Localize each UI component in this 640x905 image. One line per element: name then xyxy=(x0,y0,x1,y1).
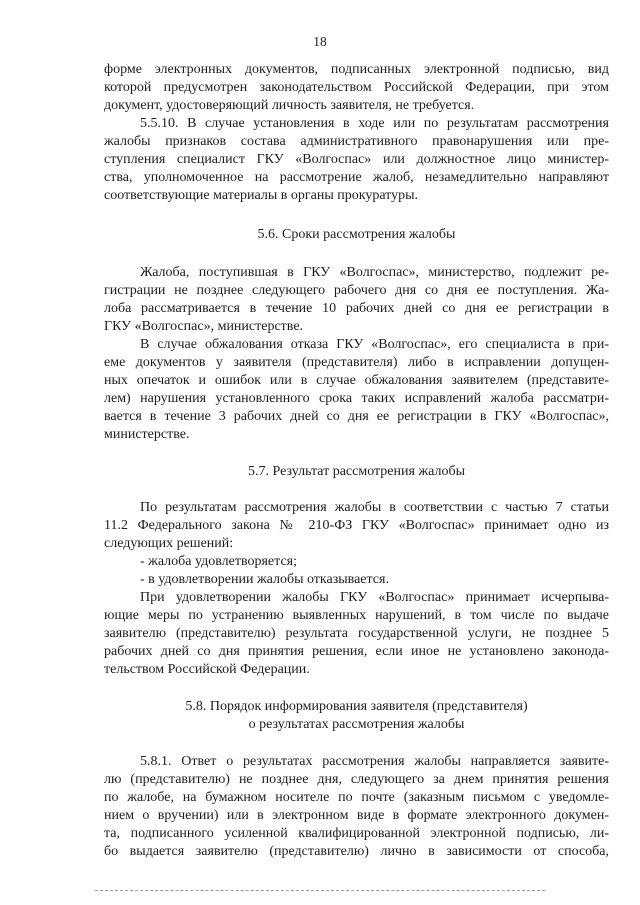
text-line: жалобы признаков состава административного правонарушения или пре- xyxy=(104,134,609,149)
page-content xyxy=(104,61,609,861)
paragraph-5-5-10 xyxy=(104,115,609,205)
text-line: ных опечаток и ошибок или в случае обжалования заявителем (представите- xyxy=(104,373,609,388)
section-heading-5-8-line-2: о результатах рассмотрения жалобы xyxy=(248,717,465,732)
text-line: документ, удостоверяющий личность заявителя, не требуется. xyxy=(104,98,475,113)
list-item: - в удовлетворении жалобы отказывается. xyxy=(140,572,389,587)
paragraph-satisfaction-measures xyxy=(104,589,609,679)
text-line: гистрации не позднее следующего рабочего дня со дня ее поступления. Жа- xyxy=(104,283,609,298)
text-line: ющие меры по устранению выявленных нарушений, в том числе по выдаче xyxy=(104,608,609,623)
text-line: 11.2 Федерального закона № 210-ФЗ ГКУ «Волгоспас» принимает одно из xyxy=(104,518,609,533)
text-line: 5.8.1. Ответ о результатах рассмотрения жалобы направляется заявите- xyxy=(140,754,609,769)
scan-edge-line xyxy=(95,890,545,891)
text-line: тельством Российской Федерации. xyxy=(104,662,310,677)
text-line: по жалобе, на бумажном носителе по почте (заказным письмом с уведомле- xyxy=(104,790,609,805)
text-line: Жалоба, поступившая в ГКУ «Волгоспас», министерство, подлежит ре- xyxy=(140,265,609,280)
text-line: еме документов у заявителя (представителя) либо в исправлении допущен- xyxy=(104,355,609,370)
text-line: нием о вручении) или в электронном виде в формате электронного докумен- xyxy=(104,808,609,823)
paragraph-5-8-1 xyxy=(104,753,609,861)
text-line: ступления специалист ГКУ «Волгоспас» или должностное лицо министер- xyxy=(104,152,609,167)
text-line: министерстве. xyxy=(104,427,190,442)
section-heading-5-7: 5.7. Результат рассмотрения жалобы xyxy=(248,464,465,479)
text-line: 5.5.10. В случае установления в ходе или по результатам рассмотрения xyxy=(140,116,609,131)
text-line: лю (представителю) не позднее дня, следующего за днем принятия решения xyxy=(104,772,609,787)
text-line: лоба рассматривается в течение 10 рабочих дней со дня ее регистрации в xyxy=(104,301,609,316)
page-number: 18 xyxy=(313,34,327,49)
text-line: рабочих дней со дня принятия решения, если иное не установлено законода- xyxy=(104,644,609,659)
text-line: По результатам рассмотрения жалобы в соответствии с частью 7 статьи xyxy=(140,500,609,515)
text-line: ГКУ «Волгоспас», министерстве. xyxy=(104,319,304,334)
paragraph-review-results xyxy=(104,499,609,553)
text-line: При удовлетворении жалобы ГКУ «Волгоспас» принимает исчерпыва- xyxy=(140,590,609,605)
text-line: следующих решений: xyxy=(104,536,234,551)
paragraph-electronic-documents xyxy=(104,61,609,115)
text-line: которой предусмотрен законодательством Российской Федерации, при этом xyxy=(104,80,609,95)
text-line: заявителю (представителю) результата государственной услуги, не позднее 5 xyxy=(104,626,609,641)
text-line: В случае обжалования отказа ГКУ «Волгоспас», его специалиста в при- xyxy=(140,337,609,352)
text-line: бо выдается заявителю (представителю) лично в зависимости от способа, xyxy=(104,844,609,859)
text-line: вается в течение 3 рабочих дней со дня ее регистрации в ГКУ «Волгоспас», xyxy=(104,409,609,424)
decision-list xyxy=(104,553,609,589)
paragraph-complaint-registration xyxy=(104,264,609,336)
text-line: соответствующие материалы в органы прокуратуры. xyxy=(104,188,419,203)
text-line: лем) нарушения установленного срока таких исправлений жалоба рассматри- xyxy=(104,391,609,406)
section-heading-5-8: 5.8. Порядок информирования заявителя (представителя) xyxy=(185,699,528,714)
paragraph-refusal-appeal xyxy=(104,336,609,444)
text-line: ства, уполномоченное на рассмотрение жалоб, незамедлительно направляют xyxy=(104,170,609,185)
list-item: - жалоба удовлетворяется; xyxy=(140,554,297,569)
section-heading-5-6: 5.6. Сроки рассмотрения жалобы xyxy=(257,227,456,242)
text-line: та, подписанного усиленной квалифицированной электронной подписью, ли- xyxy=(104,826,609,841)
text-line: форме электронных документов, подписанных электронной подписью, вид xyxy=(104,62,609,77)
